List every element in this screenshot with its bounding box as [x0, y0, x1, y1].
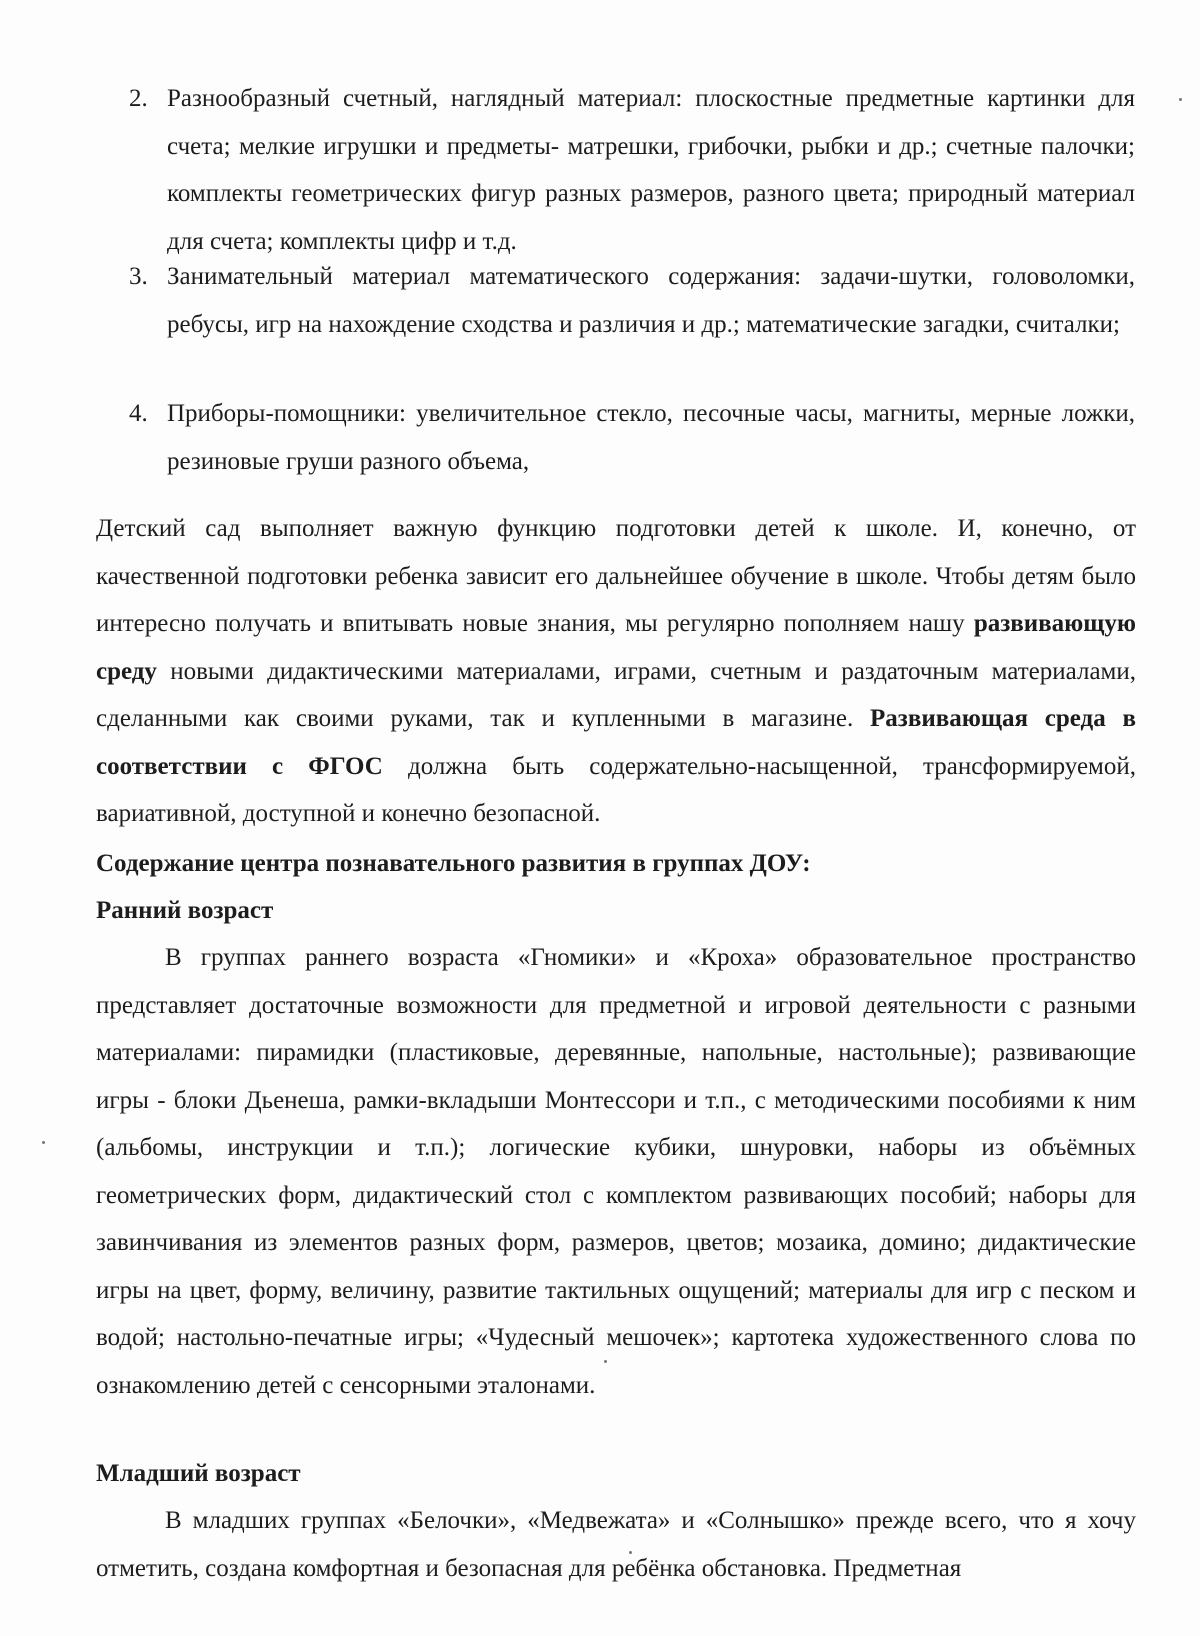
scan-speck — [42, 1141, 45, 1144]
intro-text-part: новыми дидактическими материалами, играми, счетным и раздаточным материалами, сделанными как своими руками, так и купленными в магазине. — [96, 657, 1136, 732]
junior-age-paragraph — [96, 1497, 1136, 1592]
list-number: 2. — [129, 85, 148, 112]
list-item-text: Приборы-помощники: увеличительное стекло, песочные часы, магниты, мерные ложки, резиновые груши разного объема, — [167, 400, 1135, 475]
early-age-heading: Ранний возраст — [96, 897, 274, 924]
list-item-text: Разнообразный счетный, наглядный материал: плоскостные предметные картинки для счета; мелкие игрушки и предметы- матрешки, грибочки, рыбки и др.; счетные палочки; комплекты геометрических фигур разных размеров, разного цвета; природный материал для счета; комплекты цифр и т.д. — [167, 85, 1135, 255]
early-age-text: В группах раннего возраста «Гномики» и «Кроха» образовательное пространство представляет достаточные возможности для предметной и игровой деятельности с разными материалами: пирамидки (пластиковые, деревянные, напольные, настольные); развивающие игры - блоки Дьенеша, рамки-вкладыши Монтессори и т.п., с методическими пособиями к ним (альбомы, инструкции и т.п.); логические кубики, шнуровки, наборы из объёмных геометрических форм, дидактический стол с комплектом развивающих пособий; наборы для завинчивания из элементов разных форм, размеров, цветов; мозаика, домино; дидактические игры на цвет, форму, величину, развитие тактильных ощущений; материалы для игр с песком и водой; настольно-печатные игры; «Чудесный мешочек»; картотека художественного слова по ознакомлению детей с сенсорными эталонами. — [96, 944, 1136, 1399]
list-item — [129, 253, 1135, 348]
bold-term: развивающую среду — [96, 610, 1136, 685]
list-item — [129, 75, 1135, 265]
intro-text-part: Детский сад выполняет важную функцию подготовки детей к школе. И, конечно, от качественной подготовки ребенка зависит его дальнейшее обучение в школе. Чтобы детям было интересно получать и впитывать новые знания, мы регулярно пополняем нашу — [96, 515, 1136, 637]
section-heading: Содержание центра познавательного развития в группах ДОУ: — [96, 850, 811, 877]
junior-age-heading: Младший возраст — [96, 1460, 301, 1487]
scan-speck — [629, 1551, 632, 1554]
scan-speck — [604, 1360, 607, 1363]
junior-age-text: В младших группах «Белочки», «Медвежата» и «Солнышко» прежде всего, что я хочу отметить, создана комфортная и безопасная для ребёнка обстановка. Предметная — [96, 1507, 1136, 1582]
intro-text — [96, 505, 1136, 838]
list-number: 3. — [129, 263, 148, 290]
bold-term: Развивающая среда в соответствии с ФГОС — [96, 705, 1136, 780]
list-number: 4. — [129, 400, 148, 427]
early-age-paragraph — [96, 934, 1136, 1409]
scan-speck — [1179, 98, 1182, 101]
list-item-text: Занимательный материал математического содержания: задачи-шутки, головоломки, ребусы, игр на нахождение сходства и различия и др.; математические загадки, считалки; — [167, 263, 1135, 338]
list-item — [129, 390, 1135, 485]
intro-paragraph — [96, 505, 1136, 838]
intro-text-part: должна быть содержательно-насыщенной, трансформируемой, вариативной, доступной и конечно безопасной. — [96, 752, 1136, 827]
